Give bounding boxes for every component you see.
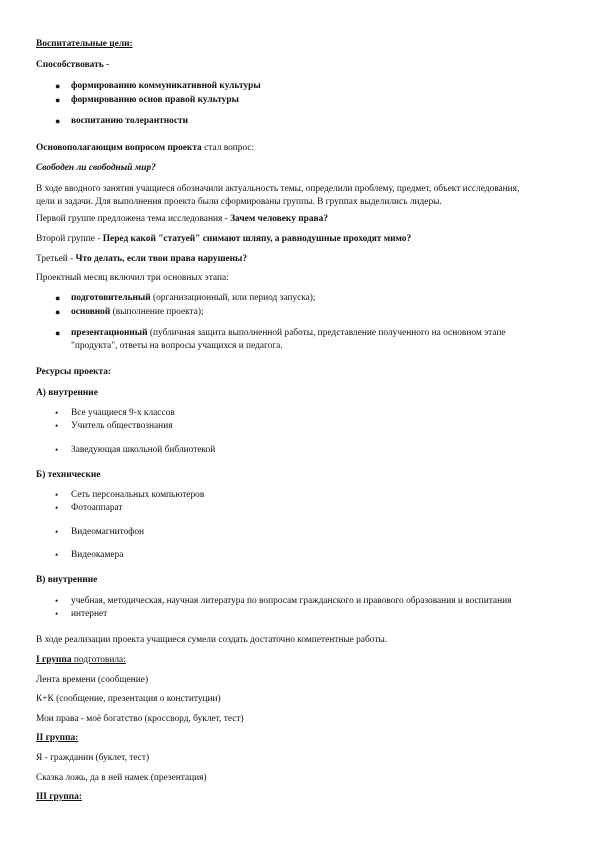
stage-item [71, 306, 204, 318]
goals-promote: Способствовать - [36, 60, 110, 70]
stage-name: презентационный [71, 328, 148, 338]
stage-name: основной [71, 307, 111, 317]
group-topic [36, 253, 247, 265]
bullet-icon: • [55, 527, 59, 537]
bullet-icon: ● [55, 116, 61, 126]
results-intro: В ходе реализации проекта учащиеся сумели создать достаточно компетентные работы. [36, 635, 388, 645]
stage-desc: (публичная защита выполненной работы, представление полученного на основном этапе [147, 328, 506, 338]
resource-item: Сеть персональных компьютеров [71, 490, 205, 500]
group-topic-title: Что делать, если твои права нарушены? [75, 254, 248, 264]
resource-item: Видеомагнитофон [71, 527, 145, 537]
bullet-icon: • [55, 421, 59, 431]
stage-desc: (выполнение проекта); [110, 307, 204, 317]
group2-title: II группа: [36, 733, 79, 743]
stage-name: подготовительный [71, 293, 151, 303]
bullet-icon: ● [55, 81, 61, 91]
group3-title: III группа: [36, 792, 82, 802]
stage-item [71, 327, 506, 339]
goal-item: формированию коммуникативной культуры [71, 81, 261, 91]
stage-item [71, 292, 316, 304]
bullet-icon: • [55, 408, 59, 418]
question-text: Свободен ли свободный мир? [36, 163, 156, 173]
bullet-icon: • [55, 490, 59, 500]
group1-title: I группа [36, 655, 72, 665]
bullet-icon: • [55, 445, 59, 455]
group-topic-prefix: Второй группе - [36, 234, 103, 244]
group1-heading [36, 654, 126, 666]
goals-title: Воспитательные цели: [36, 39, 133, 49]
stage-desc: (организационный, или период запуска); [150, 293, 316, 303]
group-topic-title: Перед какой "статуей" снимают шляпу, а равнодушные проходят мимо? [102, 234, 412, 244]
bullet-icon: • [55, 503, 59, 513]
group1-item: Лента времени (сообщение) [36, 675, 149, 685]
group-topic-title: Зачем человеку права? [230, 214, 328, 224]
bullet-icon: ● [55, 328, 61, 338]
question-line [36, 142, 254, 154]
question-bold: Основополагающим вопросом проекта [36, 143, 202, 153]
bullet-icon: • [55, 596, 59, 606]
bullet-icon: ● [55, 95, 61, 105]
resource-item: учебная, методическая, научная литература по вопросам гражданского и правового образования и воспитания [71, 596, 512, 606]
intro-line: цели и задачи. Для выполнения проекта были сформированы группы. В группах выделились лидеры. [36, 197, 442, 207]
bullet-icon: ● [55, 293, 61, 303]
resources-a-title: А) внутренние [36, 388, 98, 398]
question-rest: стал вопрос: [201, 143, 255, 153]
resources-b-title: Б) технические [36, 470, 101, 480]
resource-item: Видеокамера [71, 550, 124, 560]
group2-item: Я - гражданин (буклет, тест) [36, 753, 150, 763]
group-topic [36, 213, 328, 225]
group1-item: К+К (сообщение, презентация о конституции) [36, 694, 221, 704]
resource-item: Учитель обществознания [71, 421, 173, 431]
group1-rest: подготовила: [71, 655, 126, 665]
group-topic-prefix: Третьей - [36, 254, 76, 264]
group-topic [36, 233, 411, 245]
resource-item: Заведующая школьной библиотекой [71, 445, 216, 455]
goal-item: формированию основ правой культуры [71, 95, 239, 105]
bullet-icon: • [55, 550, 59, 560]
resources-title: Ресурсы проекта: [36, 367, 112, 377]
stage-desc-cont: "продукта", ответы на вопросы учащихся и педагога. [71, 341, 283, 351]
bullet-icon: ● [55, 307, 61, 317]
resource-item: Фотоаппарат [71, 503, 123, 513]
intro-line: В ходе вводного занятия учащиеся обозначили актуальность темы, определили проблему, предмет, объект исследования, [36, 184, 520, 194]
group2-item: Сказка ложь, да в ней намек (презентация) [36, 773, 207, 783]
resources-c-title: В) внутренние [36, 575, 98, 585]
group-topic-prefix: Первой группе предложена тема исследования - [36, 214, 231, 224]
group1-item: Мои права - моё богатство (кроссворд, буклет, тест) [36, 714, 244, 724]
bullet-icon: • [55, 609, 59, 619]
goal-item: воспитанию толерантности [71, 116, 188, 126]
resource-item: Все учащиеся 9-х классов [71, 408, 175, 418]
stages-intro: Проектный месяц включил три основных этапа: [36, 273, 229, 283]
resource-item: интернет [71, 609, 108, 619]
